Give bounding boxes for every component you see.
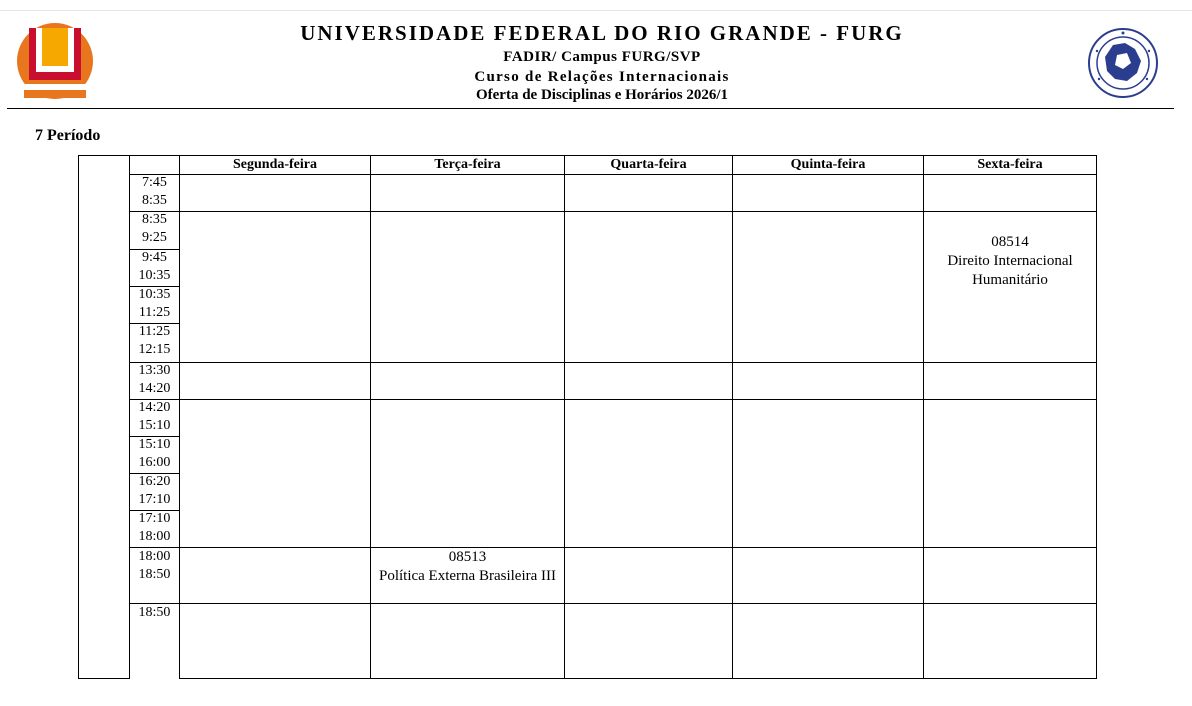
time-start: 13:30 xyxy=(138,363,171,378)
time-slot xyxy=(130,604,179,622)
time-end: 18:00 xyxy=(138,529,171,544)
time-slot xyxy=(130,286,179,322)
time-end: 15:10 xyxy=(138,418,171,433)
time-start: 18:50 xyxy=(138,605,171,620)
time-start: 17:10 xyxy=(138,511,171,526)
time-end: 8:35 xyxy=(142,193,167,208)
time-end: 11:25 xyxy=(138,305,171,320)
course-name-line1: Direito Internacional xyxy=(947,253,1073,269)
day-header-friday: Sexta-feira xyxy=(977,157,1043,172)
time-end: 14:20 xyxy=(138,381,171,396)
header-divider xyxy=(7,108,1174,109)
time-end: 12:15 xyxy=(138,342,171,357)
top-divider xyxy=(0,10,1192,11)
time-slot xyxy=(130,548,179,584)
period-title: 7 Período xyxy=(35,127,101,144)
faculty-line: FADIR/ Campus FURG/SVP xyxy=(503,49,701,65)
time-start: 15:10 xyxy=(138,437,171,452)
course-line: Curso de Relações Internacionais xyxy=(474,69,730,85)
university-title: UNIVERSIDADE FEDERAL DO RIO GRANDE - FURG xyxy=(300,21,904,45)
course-code: 08514 xyxy=(991,234,1029,250)
offer-line: Oferta de Disciplinas e Horários 2026/1 xyxy=(475,87,729,103)
time-slot xyxy=(130,211,179,247)
time-start: 16:20 xyxy=(138,474,171,489)
time-end: 10:35 xyxy=(138,268,171,283)
time-slot xyxy=(130,399,179,435)
time-end: 9:25 xyxy=(142,230,167,245)
day-header-tuesday: Terça-feira xyxy=(434,157,501,172)
time-slot xyxy=(130,174,179,210)
time-slot xyxy=(130,510,179,546)
course-name-line2: Humanitário xyxy=(972,272,1048,288)
time-start: 9:45 xyxy=(142,250,167,265)
time-slot xyxy=(130,249,179,285)
time-start: 11:25 xyxy=(138,324,171,339)
course-name: Política Externa Brasileira III xyxy=(378,568,556,584)
time-start: 8:35 xyxy=(142,212,167,227)
time-end: 18:50 xyxy=(138,567,171,582)
course-block-tuesday xyxy=(371,548,564,586)
day-header-thursday: Quinta-feira xyxy=(790,157,866,172)
time-start: 10:35 xyxy=(138,287,171,302)
time-end: 16:00 xyxy=(138,455,171,470)
time-slot xyxy=(130,323,179,359)
furg-logo xyxy=(16,22,94,100)
time-end: 17:10 xyxy=(138,492,171,507)
time-slot xyxy=(130,436,179,472)
time-slot xyxy=(130,362,179,398)
time-start: 7:45 xyxy=(142,175,167,190)
time-start: 18:00 xyxy=(138,549,171,564)
university-seal xyxy=(1087,27,1159,99)
day-header-monday: Segunda-feira xyxy=(233,157,317,172)
course-code: 08513 xyxy=(448,549,487,565)
course-block-friday xyxy=(924,233,1096,290)
time-slot xyxy=(130,473,179,509)
day-header-wednesday: Quarta-feira xyxy=(610,157,687,172)
time-start: 14:20 xyxy=(138,400,171,415)
